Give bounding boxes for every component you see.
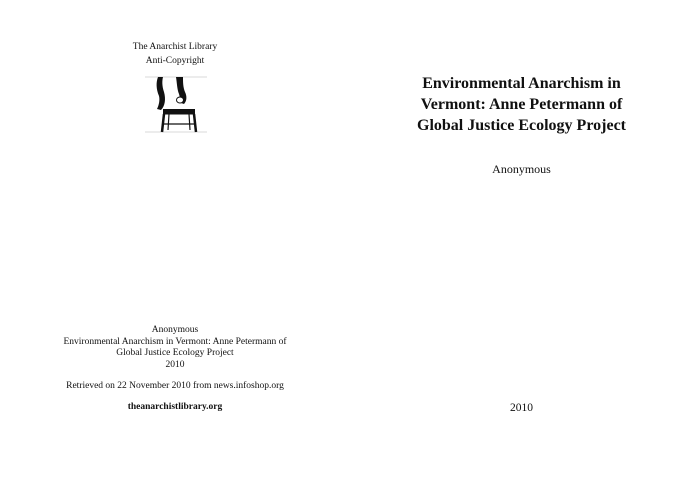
document-author: Anonymous bbox=[492, 162, 551, 176]
license-notice: Anti-Copyright bbox=[145, 56, 205, 66]
site-name: theanarchistlibrary.org bbox=[127, 402, 223, 412]
retrieved-note: Retrieved on 22 November 2010 from news.infoshop.org bbox=[66, 381, 284, 391]
anarchist-library-logo-icon bbox=[143, 72, 209, 138]
library-name: The Anarchist Library bbox=[132, 42, 218, 52]
title-line: Vermont: Anne Petermann of bbox=[420, 96, 623, 113]
title-line: Global Justice Ecology Project bbox=[417, 117, 626, 134]
colophon bbox=[0, 325, 350, 371]
document-year: 2010 bbox=[510, 402, 533, 414]
colophon-title-line: Global Justice Ecology Project bbox=[116, 348, 234, 358]
colophon-year: 2010 bbox=[165, 359, 185, 370]
colophon-author: Anonymous bbox=[151, 325, 199, 335]
colophon-title-line: Environmental Anarchism in Vermont: Anne Petermann of bbox=[63, 336, 287, 347]
title-line: Environmental Anarchism in bbox=[422, 75, 621, 92]
document-title bbox=[395, 73, 648, 136]
